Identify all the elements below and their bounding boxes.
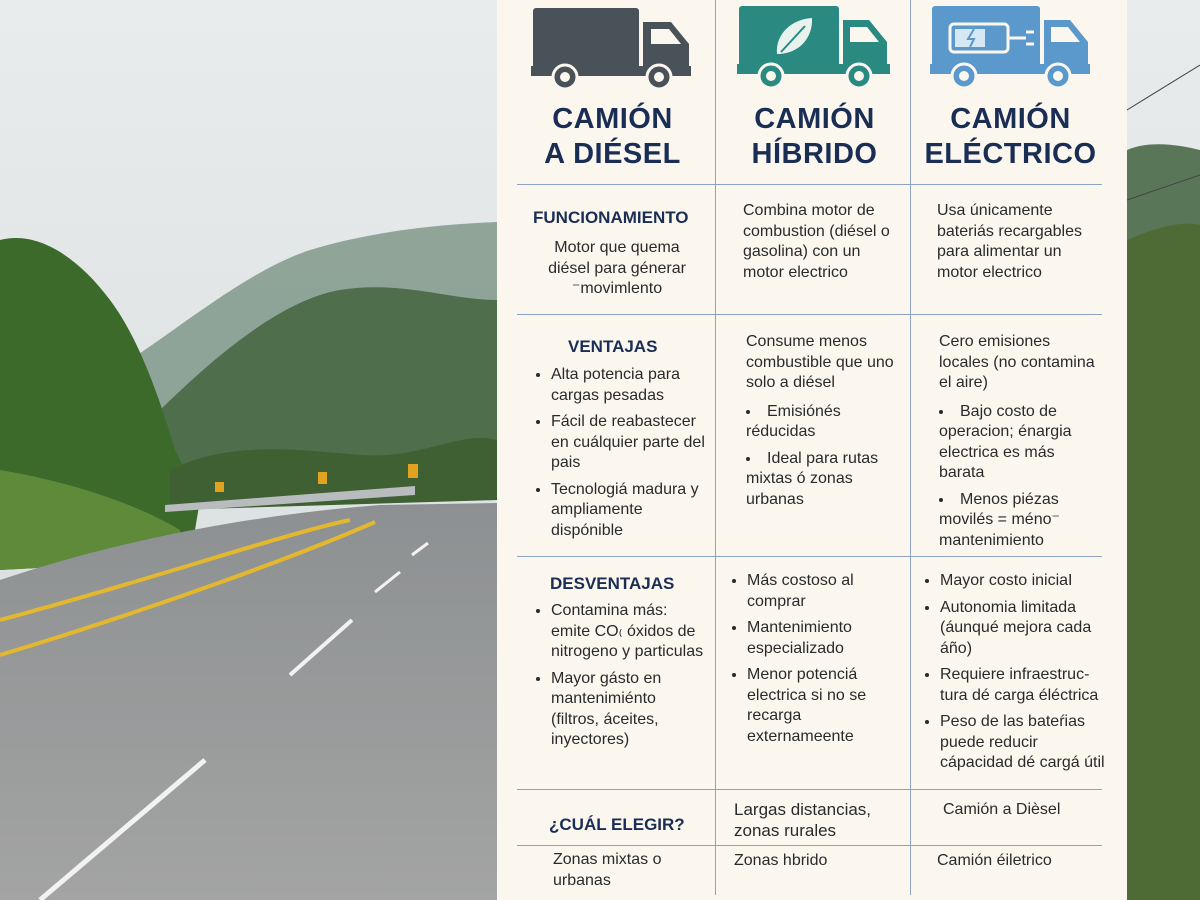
cell-ventajas-diesel <box>533 365 708 547</box>
column-divider <box>715 0 716 895</box>
row-divider <box>517 845 1102 846</box>
list-item: • Menor potenciá electrica si no se recarga externameente <box>747 665 901 747</box>
list-item: • Emisiónés réducidas <box>746 402 896 443</box>
cell-desventajas-hibrido <box>729 571 901 753</box>
row-divider <box>517 184 1102 185</box>
column-heading-electric: CAMIÓN ELÉCTRICO <box>924 103 1097 170</box>
list-item: • Ideal para rutas mixtas ó zonas urbanas <box>746 449 896 511</box>
row-divider <box>517 789 1102 790</box>
cell-intro-text: Cero emisiones locales (no contamina el aire) <box>939 333 1095 391</box>
row-label-desventajas: DESVENTAJAS <box>550 574 675 593</box>
cell-intro-text: Consume menos combustible que uno solo a diésel <box>746 333 894 391</box>
row-label-funcionamiento: FUNCIONAMIENTO <box>533 208 689 227</box>
comparison-panel <box>497 0 1127 900</box>
row-label-cual-elegir: ¿CUÁL ELEGIR? <box>549 815 685 834</box>
cell-desventajas-electrico <box>922 571 1107 780</box>
electric-truck-battery-icon <box>930 4 1092 92</box>
list-item: • Peso de las bateŕias puede reducir cápacidad dé cargá útil <box>940 712 1107 774</box>
column-heading-hybrid: CAMIÓN HÍBRIDO <box>751 103 878 170</box>
row-label-ventajas: VENTAJAS <box>568 337 658 356</box>
cell-elegir-hibrido: Largas distancias, zonas rurales <box>734 800 872 840</box>
cell-last-hibrido: Zonas hbrido <box>734 852 828 869</box>
cell-last-diesel: Zonas mixtas o urbanas <box>553 851 662 889</box>
column-heading-diesel: CAMIÓN A DIÉSEL <box>544 103 681 170</box>
list-item: • Fácil de reabastecer en cuálquier parte del pais <box>551 412 708 474</box>
cell-last-electrico: Camión éiletrico <box>937 852 1052 869</box>
cell-funcionamiento-hibrido: Combina motor de combustion (diésel o gasolina) con un motor electrico <box>743 202 890 281</box>
hybrid-truck-leaf-icon <box>737 4 892 92</box>
list-item: • Requiere infraestruc-tura dé carga éléctrica <box>940 665 1107 706</box>
cell-desventajas-diesel <box>533 601 708 757</box>
list-item: • Mayor costo iniciaI <box>940 571 1107 592</box>
list-item: • Menos piézas movilés = méno⁻ mantenimiento <box>939 490 1099 552</box>
cell-funcionamiento-electrico: Usa únicamente bateriás recargables para alimentar un motor electrico <box>937 202 1082 281</box>
list-item: • Contamina más: emite CO₍ óxidos de nitrogeno y particulas <box>551 601 708 663</box>
cell-elegir-electrico: Camión a Dièsel <box>943 801 1061 818</box>
list-item: • Mayor gásto en mantenimiénto (filtros, áceites, inyectores) <box>551 669 708 751</box>
list-item: • Tecnologiá madura y ampliamente dispónible <box>551 480 708 542</box>
cell-funcionamiento-diesel: Motor que quema diésel para génerar ⁻movimlento <box>548 239 686 297</box>
list-item: • Mantenimiento especializado <box>747 618 901 659</box>
cell-ventajas-hibrido <box>746 332 896 516</box>
list-item: • Autonomia limitada (áunqué mejora cada áño) <box>940 598 1107 660</box>
list-item: • Bajo costo de operacion; énargia electrica es más barata <box>939 402 1099 484</box>
diesel-truck-icon <box>531 4 693 92</box>
cell-ventajas-electrico <box>939 332 1099 557</box>
list-item: • Alta potencia para cargas pesadas <box>551 365 708 406</box>
row-divider <box>517 314 1102 315</box>
list-item: • Más costoso al comprar <box>747 571 901 612</box>
